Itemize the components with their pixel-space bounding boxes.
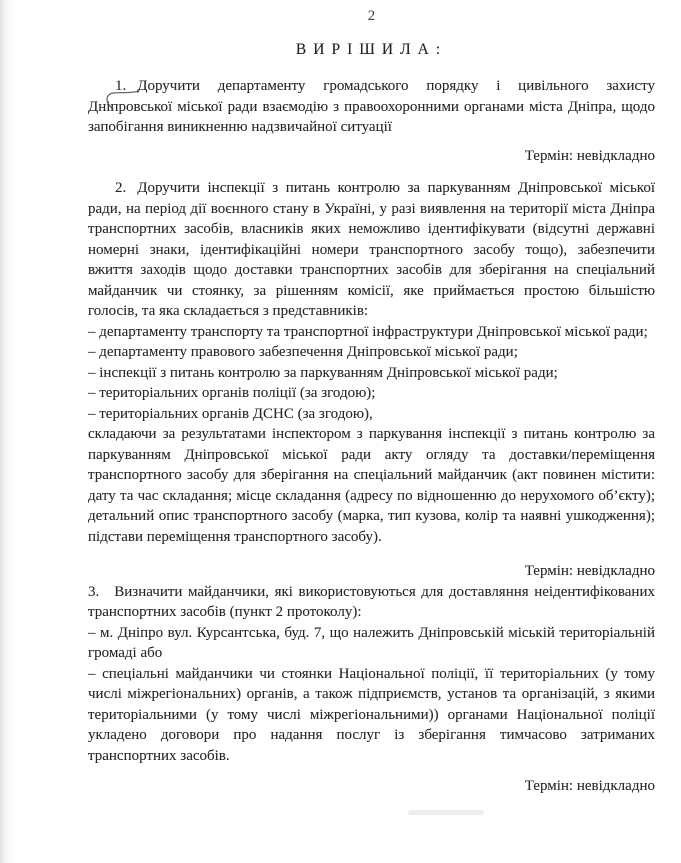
dash-item-police-sites: – спеціальні майданчики чи стоянки Національної поліції, її територіальних (у тому числі міжрегіональних) органів, а також підприємств, установ та організацій, з якими територіальними (у тому числі міжрегіональними)) органами Національної поліції укладено договори про надання послуг із зберігання тимчасово затриманих транспортних засобів. — [88, 665, 655, 764]
dash-item-transport-dept: – департаменту транспорту та транспортної інфраструктури Дніпровської міської ради; — [88, 323, 648, 340]
item-2-number: 2. — [115, 180, 127, 196]
dash-item-parking-inspection: – інспекції з питань контролю за паркуванням Дніпровської міської ради; — [88, 364, 558, 381]
item-3-number: 3. — [88, 583, 100, 600]
deadline-note-3: Термін: невідкладно — [524, 778, 655, 794]
deadline-note-1: Термін: невідкладно — [524, 147, 655, 164]
paragraph-item-3 — [88, 582, 655, 623]
dash-item-kursantska-site: – м. Дніпро вул. Курсантська, буд. 7, що належить Дніпровській міській територіальній громаді або — [88, 624, 655, 661]
dash-item-legal-dept: – департаменту правового забезпечення Дніпровської міської ради; — [88, 344, 518, 360]
scan-smudge-artifact — [408, 810, 484, 815]
item-1-text: Доручити департаменту громадського порядку і цивільного захисту Дніпровської міської ради взаємодію з правоохоронними органами міста Дніпра, щодо запобігання виникненню надзвичайної ситуації — [88, 78, 655, 135]
scan-edge-artifact — [0, 0, 14, 863]
document-content — [88, 6, 655, 797]
deadline-note-2: Термін: невідкладно — [524, 563, 655, 579]
item-3-text: Визначити майданчики, які використовуються для доставляння неідентифікованих транспортних засобів (пункт 2 протоколу): — [88, 583, 655, 620]
paragraph-item-1 — [88, 76, 655, 138]
item-1-number: 1. — [115, 78, 127, 94]
page-number: 2 — [367, 8, 376, 24]
decision-heading: ВИРІШИЛА: — [295, 41, 448, 58]
dash-item-police: – територіальних органів поліції (за згодою); — [88, 385, 376, 401]
dash-item-dsns: – територіальних органів ДСНС (за згодою), — [88, 405, 373, 422]
paragraph-item-2 — [88, 178, 655, 322]
paragraph-act-description: складаючи за результатами інспектором з паркування інспекції з питань контролю за паркуванням Дніпровської міської ради акту огляду та доставки/переміщення транспортного засобу для зберігання на спеціальний майданчик (акт повинен містити: дату та час складання; місце складання (адресу по відношенню до нерухомого об’єкту); детальний опис транспортного засобу (марка, тип кузова, колір та наявні ушкодження); підстави переміщення транспортного засобу). — [88, 426, 655, 545]
item-2-text: Доручити інспекції з питань контролю за паркуванням Дніпровської міської ради, на період дії воєнного стану в Україні, у разі виявлення на території міста Дніпра транспортних засобів, власників яких неможливо ідентифікувати (відсутні державні номерні знаки, ідентифікаційні номери транспортного засобу тощо), забезпечити вжиття заходів щодо доставки транспортних засобів для зберігання на спеціальний майданчик чи стоянку, за рішенням комісії, яке приймається простою більшістю голосів, та яка складається з представників: — [88, 180, 655, 319]
